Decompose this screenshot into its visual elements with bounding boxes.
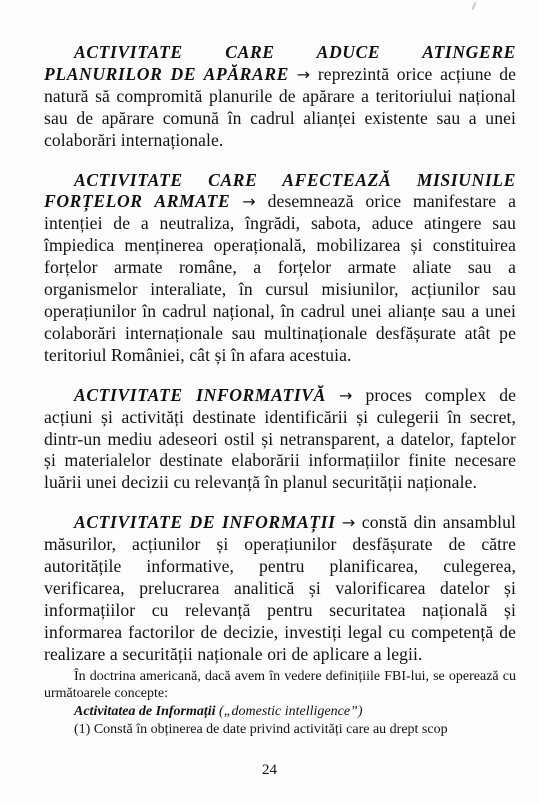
arrow-icon: → bbox=[296, 64, 311, 84]
glossary-entry bbox=[44, 385, 516, 495]
footnote-intro: În doctrina americană, dacă avem în vedere definițiile FBI-lui, se operează cu următoarele concepte: bbox=[44, 668, 516, 702]
arrow-icon: → bbox=[341, 513, 356, 533]
arrow-icon: → bbox=[242, 192, 256, 212]
scan-mark bbox=[471, 2, 476, 10]
entry-term: ACTIVITATE DE INFORMAȚII bbox=[74, 512, 336, 533]
footnote-subtitle-text: Activitatea de Informații bbox=[74, 703, 216, 719]
entry-term: ACTIVITATE INFORMATIVĂ bbox=[74, 384, 326, 405]
footnote-subtitle bbox=[44, 703, 516, 721]
page-number: 24 bbox=[262, 762, 277, 778]
entry-definition: proces complex de acțiuni și activități destinate identificării și culegerii în secret, dintr-un mediu adeseori ostil și netransparent, a datelor, faptelor și materialelor destinate elaborării informațiilor finite necesare luării unei decizii cu relevanță în planul securității naționale. bbox=[44, 384, 517, 493]
page-content bbox=[44, 42, 516, 738]
footnote-subtitle-paren: („domestic intelligence”) bbox=[219, 703, 363, 719]
entry-term: ACTIVITATE CARE ADUCE ATINGERE PLANURILOR DE APĂRARE bbox=[44, 42, 516, 84]
entry-definition: constă din ansamblul măsurilor, acțiunilor și operațiunilor desfășurate de către autoritățile informative, pentru planificarea, culegerea, verificarea, prelucrarea analitică și valorificarea datelor și informațiilor cu relevanță pentru securitatea națională și informarea factorilor de decizie, investiți legal cu competență de realizare a securității naționale ori de aplicare a legii. bbox=[44, 512, 517, 664]
entry-term: ACTIVITATE CARE AFECTEAZĂ MISIUNILE FORȚELOR ARMATE bbox=[44, 169, 516, 212]
glossary-entry bbox=[44, 42, 516, 152]
entry-definition: desemnează orice manifestare a intenției de a neutraliza, îngrădi, sabota, aduce atingere sau împiedica menținerea operațională, mobilizarea și constituirea forțelor armate române, a forțelor armate aliate sau a organismelor interaliate, în cursul misiunilor, acțiunilor sau operațiunilor în cadrul național, în cadrul unei alianțe sau a unei colaborări internaționale sau multinaționale desfășurate atât pe teritoriul României, cât și în afara acestuia. bbox=[44, 191, 517, 365]
glossary-entry bbox=[44, 170, 516, 367]
footnote-item: (1) Constă în obținerea de date privind activități care au drept scop bbox=[74, 721, 448, 737]
entry-definition: reprezintă orice acțiune de natură să compromită planurile de apărare a teritoriului național sau de apărare comună în cadrul alianței existente sau a unei colaborări internaționale. bbox=[44, 63, 517, 150]
glossary-entry bbox=[44, 512, 516, 665]
arrow-icon: → bbox=[338, 385, 353, 405]
